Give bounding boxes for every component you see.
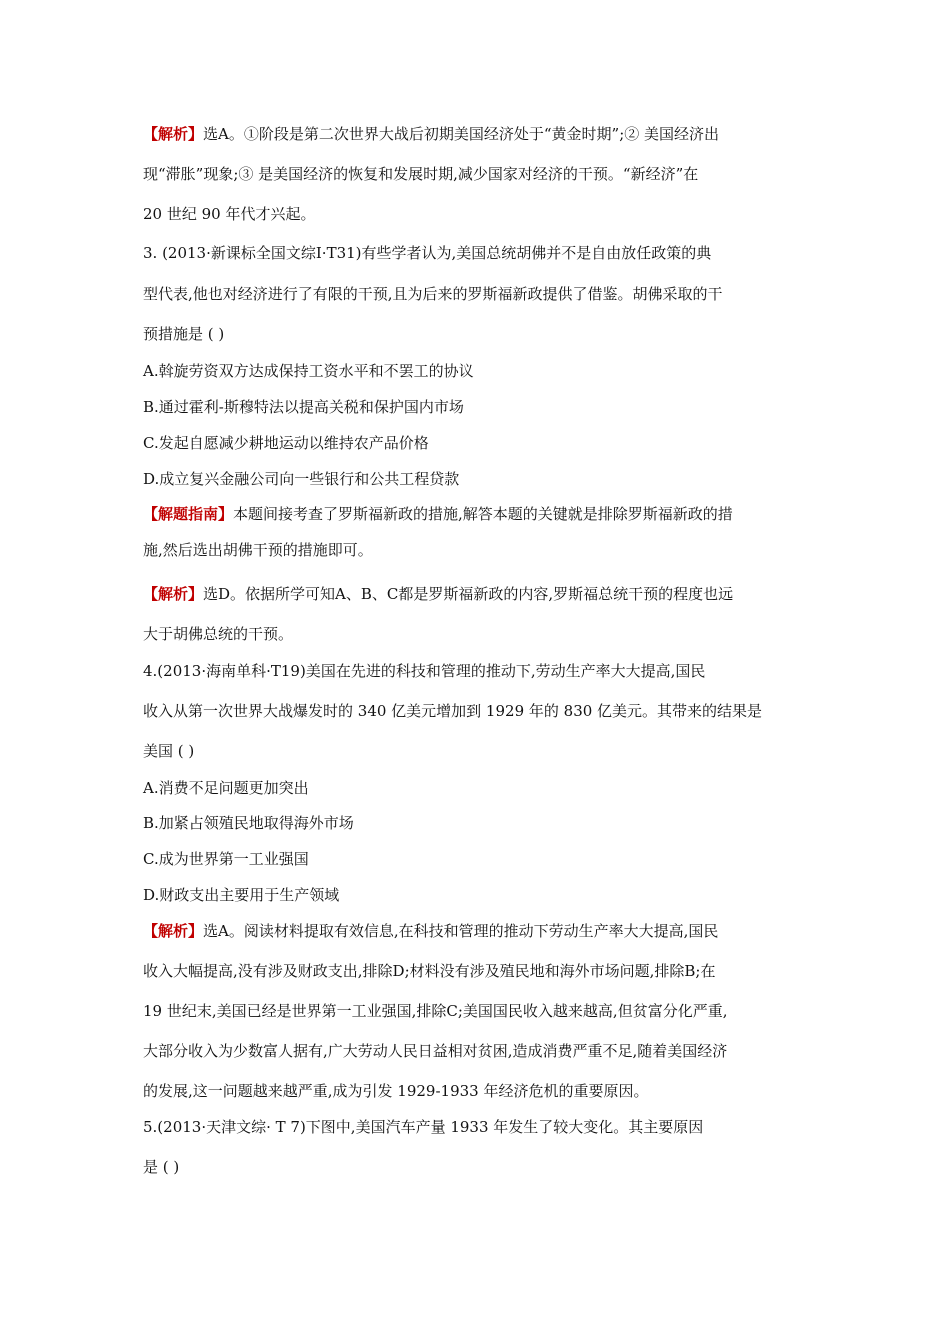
text-line	[143, 849, 309, 870]
text-line	[143, 1081, 649, 1102]
text-line	[143, 813, 354, 834]
text-line	[143, 324, 224, 345]
text-line	[143, 961, 715, 982]
line-text: 大于胡佛总统的干预。	[143, 625, 294, 643]
text-line	[143, 1001, 727, 1022]
line-text: B.加紧占领殖民地取得海外市场	[143, 814, 354, 832]
text-line	[143, 164, 698, 185]
line-text: 预措施是 ( )	[143, 325, 225, 343]
text-line	[143, 469, 459, 490]
line-text: B.通过霍利-斯穆特法以提高关税和保护国内市场	[143, 398, 464, 416]
line-text: 型代表,他也对经济进行了有限的干预,且为后来的罗斯福新政提供了借鉴。胡佛采取的干	[143, 285, 723, 303]
line-text: 收入从第一次世界大战爆发时的 340 亿美元增加到 1929 年的 830 亿美元。其带来的结果是	[143, 702, 763, 720]
text-line	[143, 504, 733, 525]
line-text: 美国 ( )	[143, 742, 195, 760]
text-line	[143, 921, 718, 942]
line-text: C.成为世界第一工业强国	[143, 850, 309, 868]
text-line	[143, 433, 429, 454]
text-line	[143, 124, 719, 145]
text-line	[143, 1117, 703, 1138]
text-line	[143, 540, 373, 561]
line-text: 施,然后选出胡佛干预的措施即可。	[143, 541, 373, 559]
line-text: 的发展,这一问题越来越严重,成为引发 1929-1933 年经济危机的重要原因。	[143, 1082, 649, 1100]
text-line	[143, 885, 339, 906]
line-text: 收入大幅提高,没有涉及财政支出,排除D;材料没有涉及殖民地和海外市场问题,排除B;在	[143, 962, 716, 980]
line-text: 选A。①阶段是第二次世界大战后初期美国经济处于“黄金时期”;② 美国经济出	[203, 125, 720, 143]
text-line	[143, 701, 762, 722]
line-text: 3. (2013·新课标全国文综Ⅰ·T31)有些学者认为,美国总统胡佛并不是自由放任政策的典	[143, 244, 712, 262]
answer-tag: 【解析】	[143, 585, 204, 603]
text-line	[143, 284, 723, 305]
text-line	[143, 243, 711, 264]
text-line	[143, 584, 733, 605]
answer-tag: 【解析】	[143, 125, 204, 143]
line-text: D.成立复兴金融公司向一些银行和公共工程贷款	[143, 470, 460, 488]
answer-tag: 【解析】	[143, 922, 204, 940]
line-text: 20 世纪 90 年代才兴起。	[143, 205, 316, 223]
text-line	[143, 1041, 727, 1062]
line-text: 是 ( )	[143, 1158, 180, 1176]
text-line	[143, 397, 464, 418]
line-text: 现“滞胀”现象;③ 是美国经济的恢复和发展时期,减少国家对经济的干预。“新经济”在	[143, 165, 699, 183]
text-line	[143, 778, 309, 799]
line-text: A.斡旋劳资双方达成保持工资水平和不罢工的协议	[143, 362, 474, 380]
answer-tag: 【解题指南】	[143, 505, 234, 523]
text-line	[143, 204, 315, 225]
text-line	[143, 624, 293, 645]
line-text: 选D。依据所学可知A、B、C都是罗斯福新政的内容,罗斯福总统干预的程度也远	[203, 585, 734, 603]
text-line	[143, 1157, 179, 1178]
line-text: D.财政支出主要用于生产领域	[143, 886, 340, 904]
line-text: 本题间接考查了罗斯福新政的措施,解答本题的关键就是排除罗斯福新政的措	[233, 505, 733, 523]
text-line	[143, 661, 705, 682]
line-text: 4.(2013·海南单科·T19)美国在先进的科技和管理的推动下,劳动生产率大大提高,国民	[143, 662, 706, 680]
line-text: 大部分收入为少数富人据有,广大劳动人民日益相对贫困,造成消费严重不足,随着美国经济	[143, 1042, 728, 1060]
line-text: A.消费不足问题更加突出	[143, 779, 309, 797]
text-line	[143, 361, 474, 382]
text-line	[143, 741, 194, 762]
line-text: C.发起自愿减少耕地运动以维持农产品价格	[143, 434, 429, 452]
line-text: 5.(2013·天津文综· T 7)下图中,美国汽车产量 1933 年发生了较大变化。其主要原因	[143, 1118, 704, 1136]
line-text: 选A。阅读材料提取有效信息,在科技和管理的推动下劳动生产率大大提高,国民	[203, 922, 719, 940]
line-text: 19 世纪末,美国已经是世界第一工业强国,排除C;美国国民收入越来越高,但贫富分化严重,	[143, 1002, 728, 1020]
